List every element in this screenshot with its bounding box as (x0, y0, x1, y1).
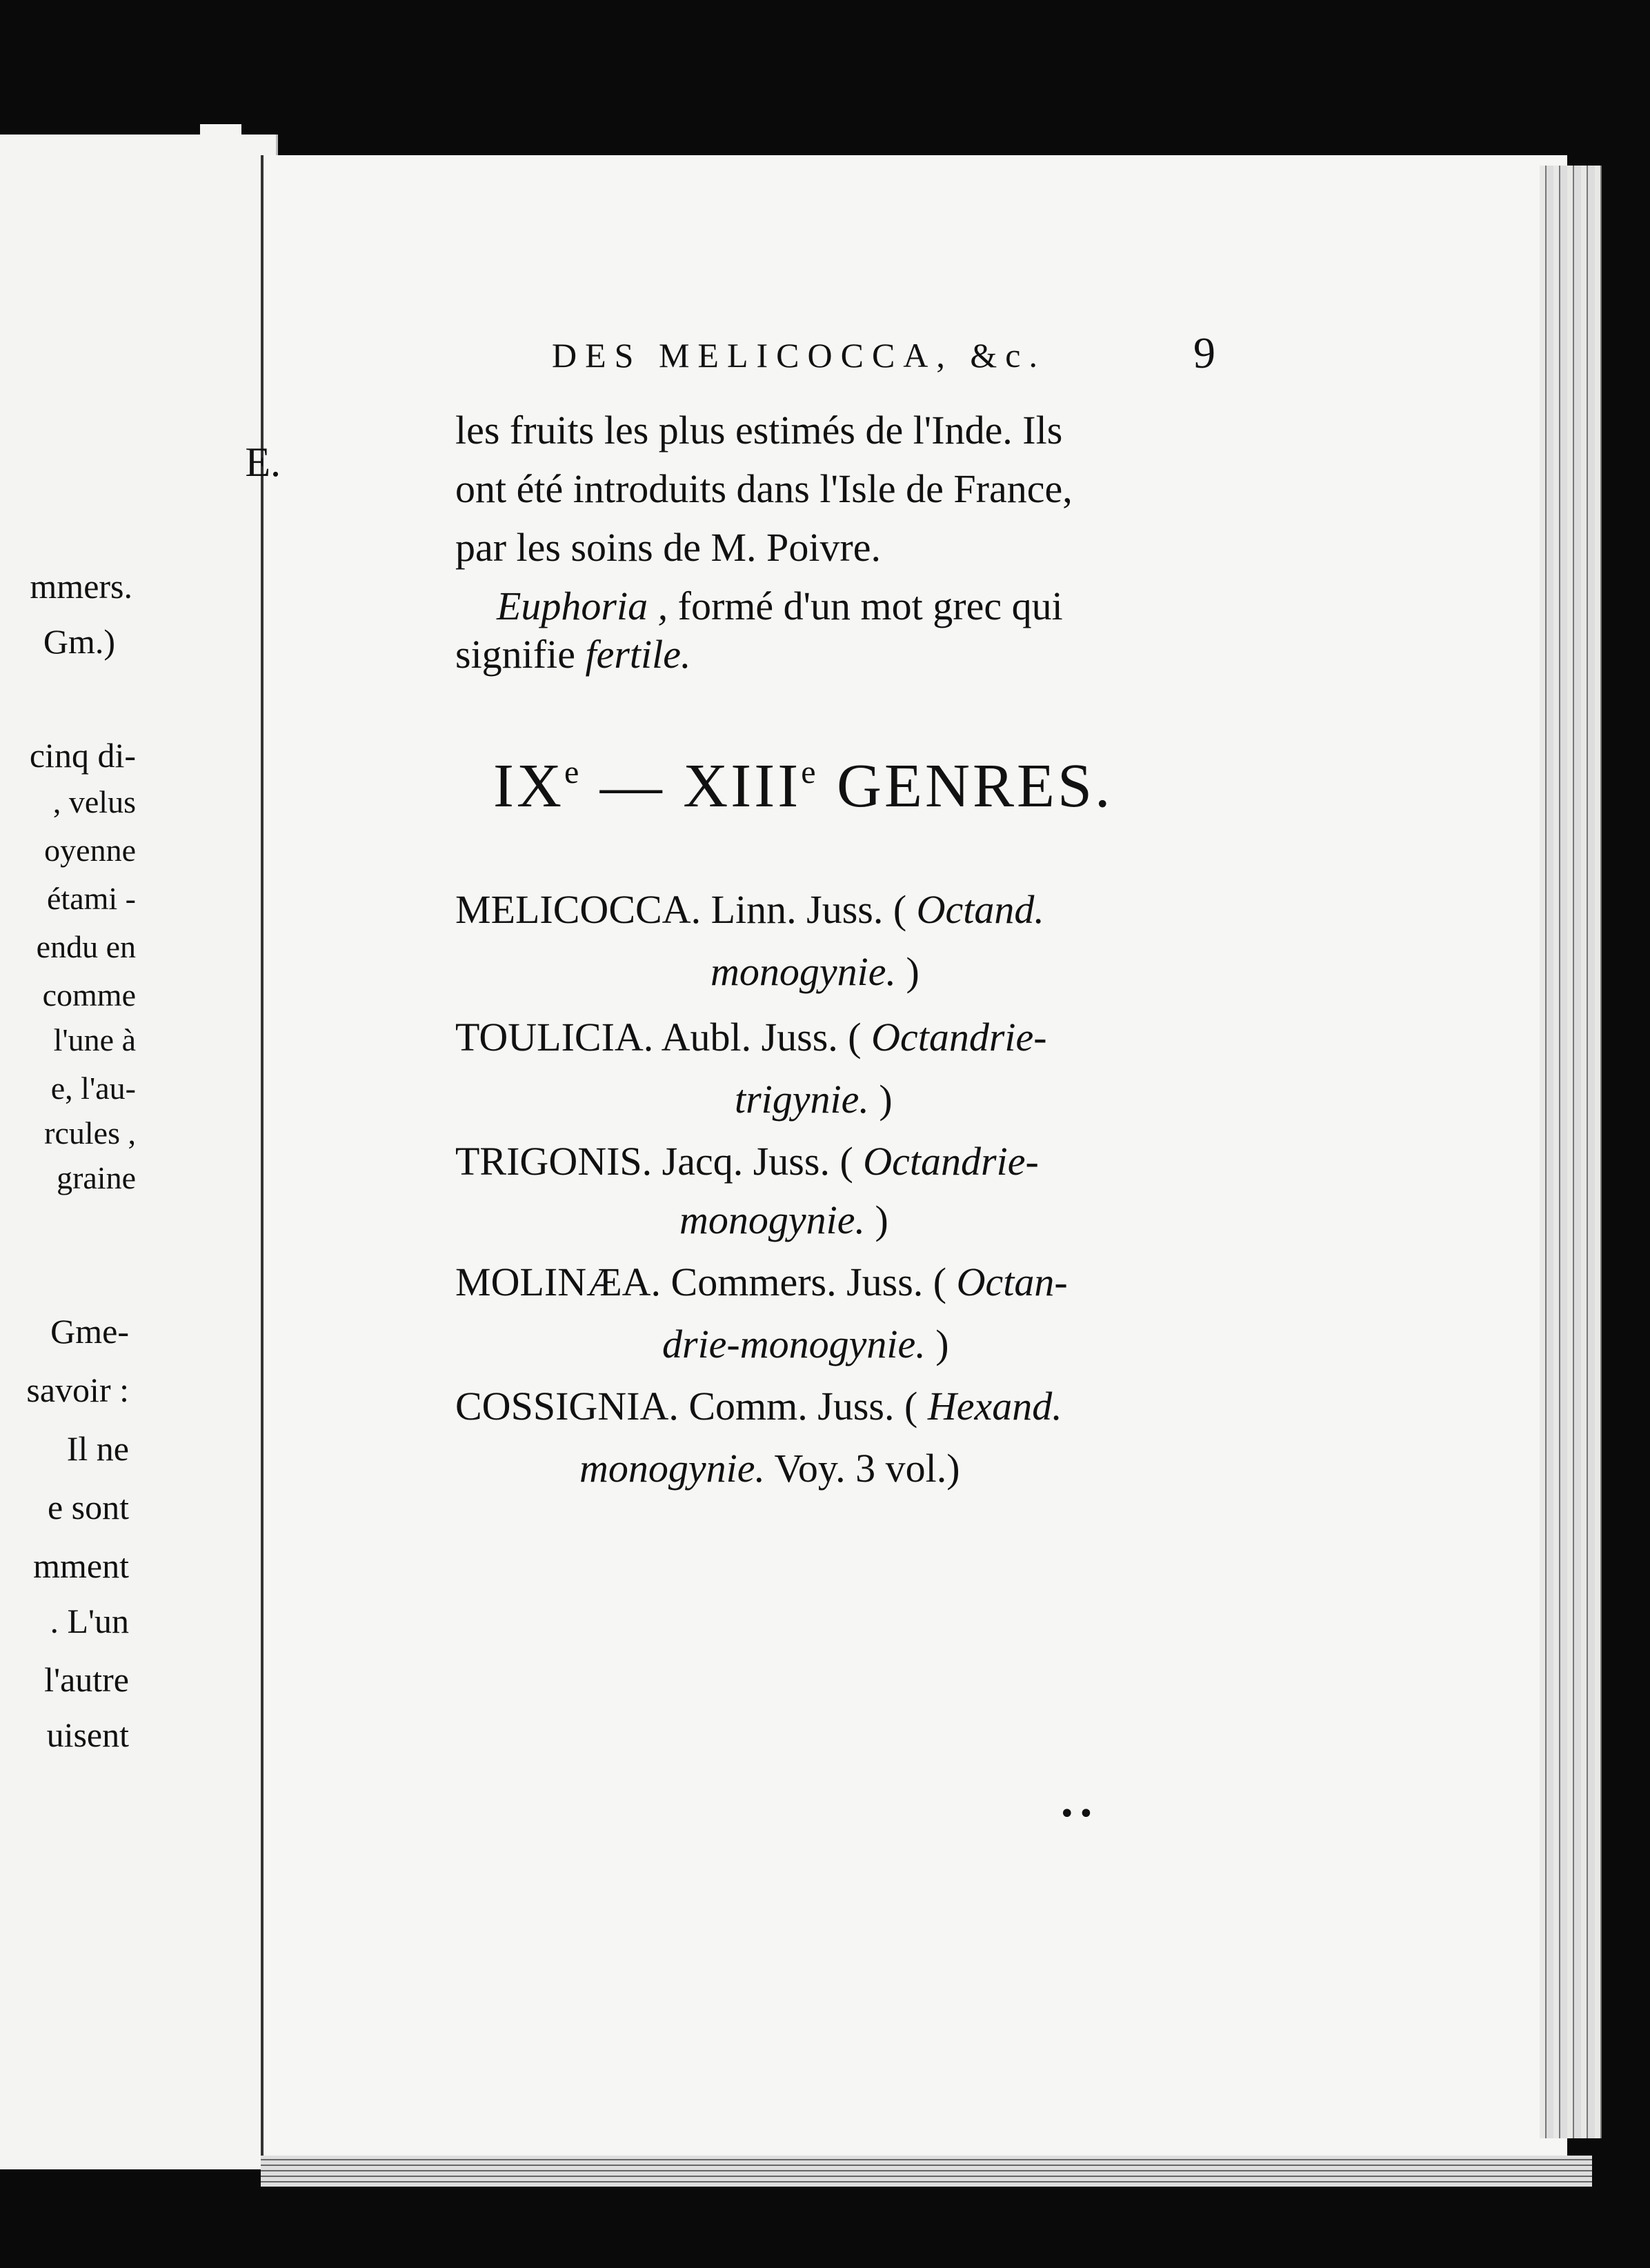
genus-authors: Aubl. Juss. ( (653, 1015, 872, 1060)
heading-text: IX (493, 752, 564, 820)
genus-entry-continued (679, 1197, 888, 1242)
genus-entry-continued (735, 1077, 893, 1122)
genus-authors: Comm. Juss. ( (678, 1384, 928, 1429)
left-page (0, 135, 278, 2169)
genus-authors: Commers. Juss. ( (661, 1260, 957, 1304)
left-page-line: e, l'au- (50, 1071, 136, 1106)
genus-name: COSSIGNIA. (455, 1384, 679, 1429)
left-page-line: oyenne (44, 833, 136, 868)
genus-close: ) (925, 1322, 949, 1366)
heading-superscript: e (801, 754, 819, 790)
left-page-line: , velus (52, 784, 136, 819)
paragraph-line: par les soins de M. Poivre. (455, 525, 881, 570)
left-page-line: mment (33, 1546, 129, 1585)
left-page-line: cinq di- (29, 736, 136, 775)
left-page-line: endu en (36, 929, 136, 964)
genus-class: trigynie. (735, 1077, 869, 1122)
genus-authors: Linn. Juss. ( (701, 887, 917, 932)
genus-close: ) (896, 949, 920, 994)
paragraph-line: ont été introduits dans l'Isle de France, (455, 466, 1073, 511)
genus-close: ) (865, 1197, 888, 1242)
genus-entry (455, 1384, 1062, 1429)
genus-name: TRIGONIS. (455, 1139, 653, 1184)
genus-class: Octand. (916, 887, 1044, 932)
genus-class: Octandrie- (863, 1139, 1039, 1184)
genus-name: TOULICIA. (455, 1015, 654, 1060)
paragraph-line: les fruits les plus estimés de l'Inde. Ils (455, 408, 1063, 452)
left-page-line: étami - (47, 881, 136, 916)
paragraph-line (455, 632, 691, 677)
paragraph-text: formé d'un mot grec qui (668, 584, 1063, 628)
heading-text: GENRES. (818, 752, 1113, 820)
left-page-line: graine (57, 1160, 136, 1195)
paragraph-line (497, 586, 1063, 626)
genus-class: drie-monogynie. (662, 1322, 926, 1366)
genus-entry (455, 1262, 1068, 1302)
signature-mark: •• (1059, 1798, 1097, 1830)
genus-entry (455, 1015, 1047, 1060)
genus-close: vol.) (875, 1446, 960, 1491)
left-page-line: Il ne (66, 1429, 129, 1468)
left-page-line: e sont (47, 1488, 129, 1526)
genus-entry-continued (710, 949, 920, 994)
genus-reference: Voy. 3 (765, 1446, 876, 1491)
genus-entry (455, 887, 1044, 932)
running-head: DES MELICOCCA, &c. (552, 336, 1046, 375)
left-page-line: savoir : (26, 1371, 129, 1409)
left-page-line: l'autre (44, 1660, 129, 1699)
heading-text: — XIII (582, 752, 802, 820)
genus-entry-continued (579, 1446, 960, 1491)
genus-entry-continued (662, 1324, 949, 1364)
italic-term: fertile. (585, 632, 691, 677)
genus-class: Hexand. (927, 1384, 1062, 1429)
page-number: 9 (1193, 328, 1215, 377)
genus-close: ) (868, 1077, 893, 1122)
genus-name: MELICOCCA. (455, 887, 702, 932)
genus-name: MOLINÆA. (455, 1260, 662, 1304)
left-page-line: l'une à (53, 1022, 136, 1057)
genus-class: monogynie. (710, 949, 896, 994)
genus-class: monogynie. (579, 1446, 765, 1491)
left-page-line: . L'un (50, 1602, 129, 1640)
genus-entry (455, 1139, 1039, 1184)
left-page-line: uisent (46, 1715, 129, 1754)
page-edge (1540, 166, 1602, 2138)
left-page-line: comme (42, 977, 136, 1013)
left-page-line: mmers. (30, 567, 132, 606)
heading-superscript: e (564, 754, 582, 790)
italic-term: Euphoria , (497, 584, 668, 628)
genus-class: monogynie. (679, 1197, 865, 1242)
genus-class: Octandrie- (871, 1015, 1047, 1060)
left-page-line: rcules , (44, 1115, 136, 1151)
left-page-line: Gme- (50, 1312, 129, 1351)
paragraph-text: signifie (455, 632, 586, 677)
section-heading (493, 752, 1113, 820)
left-page-line: E. (245, 439, 281, 485)
left-page-line: Gm.) (43, 622, 115, 661)
page-corner (200, 124, 241, 138)
genus-class: Octan- (956, 1260, 1068, 1304)
genus-authors: Jacq. Juss. ( (652, 1139, 864, 1184)
page-bottom-edge (261, 2156, 1592, 2187)
